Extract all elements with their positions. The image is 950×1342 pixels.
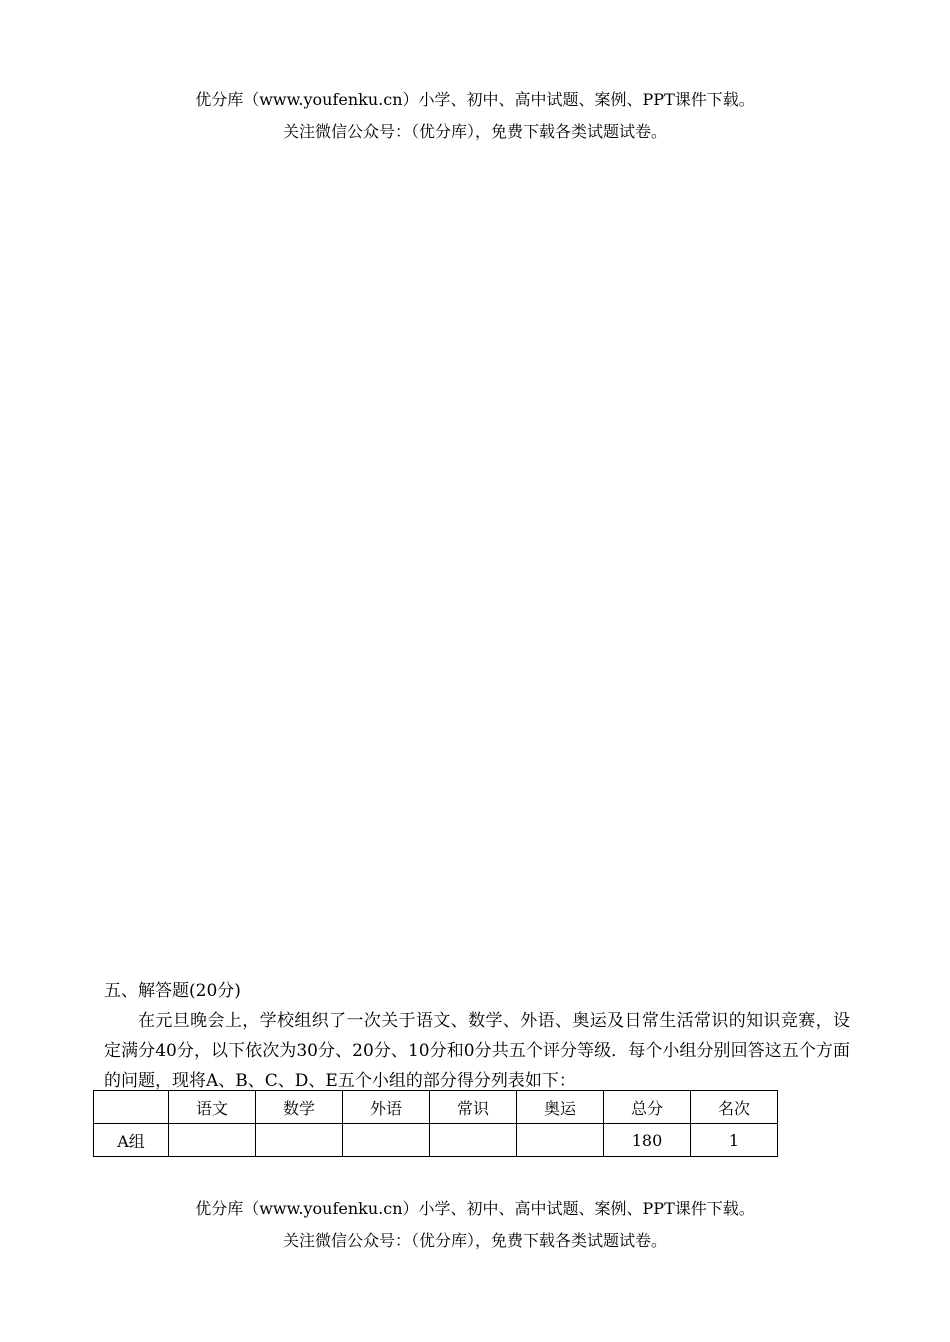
table-cell: 180 xyxy=(604,1124,691,1157)
table-header-cell: 总分 xyxy=(604,1091,691,1124)
table-cell xyxy=(430,1124,517,1157)
table-header-cell: 常识 xyxy=(430,1091,517,1124)
section-title: 五、解答题(20分) xyxy=(104,981,241,1001)
page-footer xyxy=(0,1193,950,1257)
table-cell xyxy=(517,1124,604,1157)
table-header-cell: 奥运 xyxy=(517,1091,604,1124)
footer-line-2: 关注微信公众号：（优分库），免费下载各类试题试卷。 xyxy=(282,1231,667,1250)
header-line-1: 优分库（www.youfenku.cn）小学、初中、高中试题、案例、PPT课件下载。 xyxy=(195,90,755,109)
table-cell: A组 xyxy=(94,1124,169,1157)
table-header-cell: 外语 xyxy=(343,1091,430,1124)
table-cell xyxy=(169,1124,256,1157)
table-header-cell xyxy=(94,1091,169,1124)
table-cell xyxy=(256,1124,343,1157)
table-cell: 1 xyxy=(691,1124,778,1157)
table-header-cell: 语文 xyxy=(169,1091,256,1124)
page-header xyxy=(0,84,950,148)
footer-line-1: 优分库（www.youfenku.cn）小学、初中、高中试题、案例、PPT课件下载。 xyxy=(195,1199,755,1218)
answer-question-section xyxy=(104,976,850,1096)
table-header-cell: 数学 xyxy=(256,1091,343,1124)
table-header-cell: 名次 xyxy=(691,1091,778,1124)
table-cell xyxy=(343,1124,430,1157)
table-header-row xyxy=(94,1091,778,1124)
question-paragraph: 在元旦晚会上，学校组织了一次关于语文、数学、外语、奥运及日常生活常识的知识竞赛，设定满分40分，以下依次为30分、20分、10分和0分共五个评分等级．每个小组分别回答这五个方面的问题，现将A、B、C、D、E五个小组的部分得分列表如下： xyxy=(104,1011,850,1091)
table-row xyxy=(94,1124,778,1157)
header-line-2: 关注微信公众号：（优分库），免费下载各类试题试卷。 xyxy=(282,122,667,141)
score-table xyxy=(93,1090,778,1157)
